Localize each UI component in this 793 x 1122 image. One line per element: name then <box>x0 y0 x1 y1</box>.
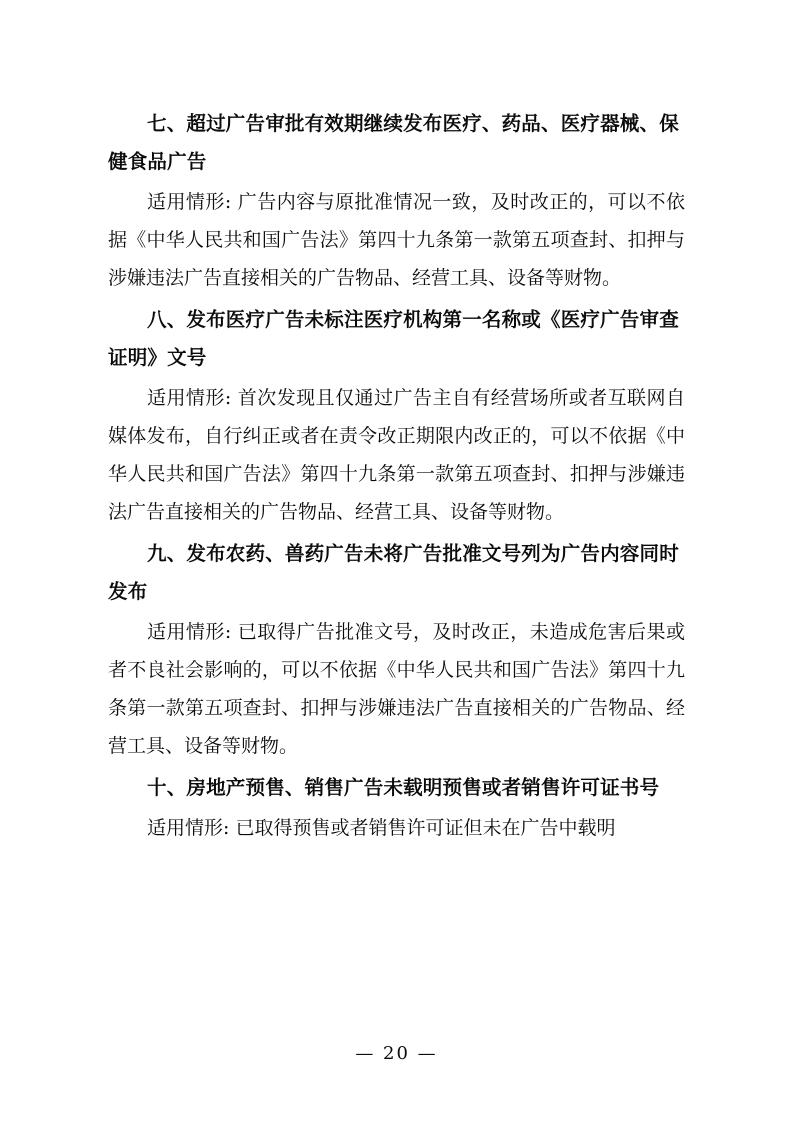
section-paragraph: 适用情形: 广告内容与原批准情况一致，及时改正的，可以不依据《中华人民共和国广告法》第四十九条第一款第五项查封、扣押与涉嫌违法广告直接相关的广告物品、经营工具、设备等财物。 <box>108 191 685 289</box>
section-paragraph: 适用情形: 已取得广告批准文号，及时改正，未造成危害后果或者不良社会影响的，可以不依据《中华人民共和国广告法》第四十九条第一款第五项查封、扣押与涉嫌违法广告直接相关的广告物品、经营工具、设备等财物。 <box>108 621 685 757</box>
page-number: — 20 — <box>355 1043 438 1064</box>
section-heading: 七、超过广告审批有效期继续发布医疗、药品、医疗器械、保健食品广告 <box>108 112 679 173</box>
document-section <box>108 769 685 847</box>
section-paragraph: 适用情形: 首次发现且仅通过广告主自有经营场所或者互联网自媒体发布，自行纠正或者在责令改正期限内改正的，可以不依据《中华人民共和国广告法》第四十九条第一款第五项查封、扣押与涉嫌违法广告直接相关的广告物品、经营工具、设备等财物。 <box>108 387 685 523</box>
section-paragraph: 适用情形: 已取得预售或者销售许可证但未在广告中载明 <box>147 817 616 839</box>
document-section <box>108 105 685 297</box>
document-section <box>108 535 685 765</box>
document-section <box>108 301 685 531</box>
section-heading: 十、房地产预售、销售广告未载明预售或者销售许可证书号 <box>147 776 660 799</box>
section-heading: 八、发布医疗广告未标注医疗机构第一名称或《医疗广告审查证明》文号 <box>108 308 679 369</box>
document-body <box>108 105 685 847</box>
section-heading: 九、发布农药、兽药广告未将广告批准文号列为广告内容同时发布 <box>108 542 679 603</box>
